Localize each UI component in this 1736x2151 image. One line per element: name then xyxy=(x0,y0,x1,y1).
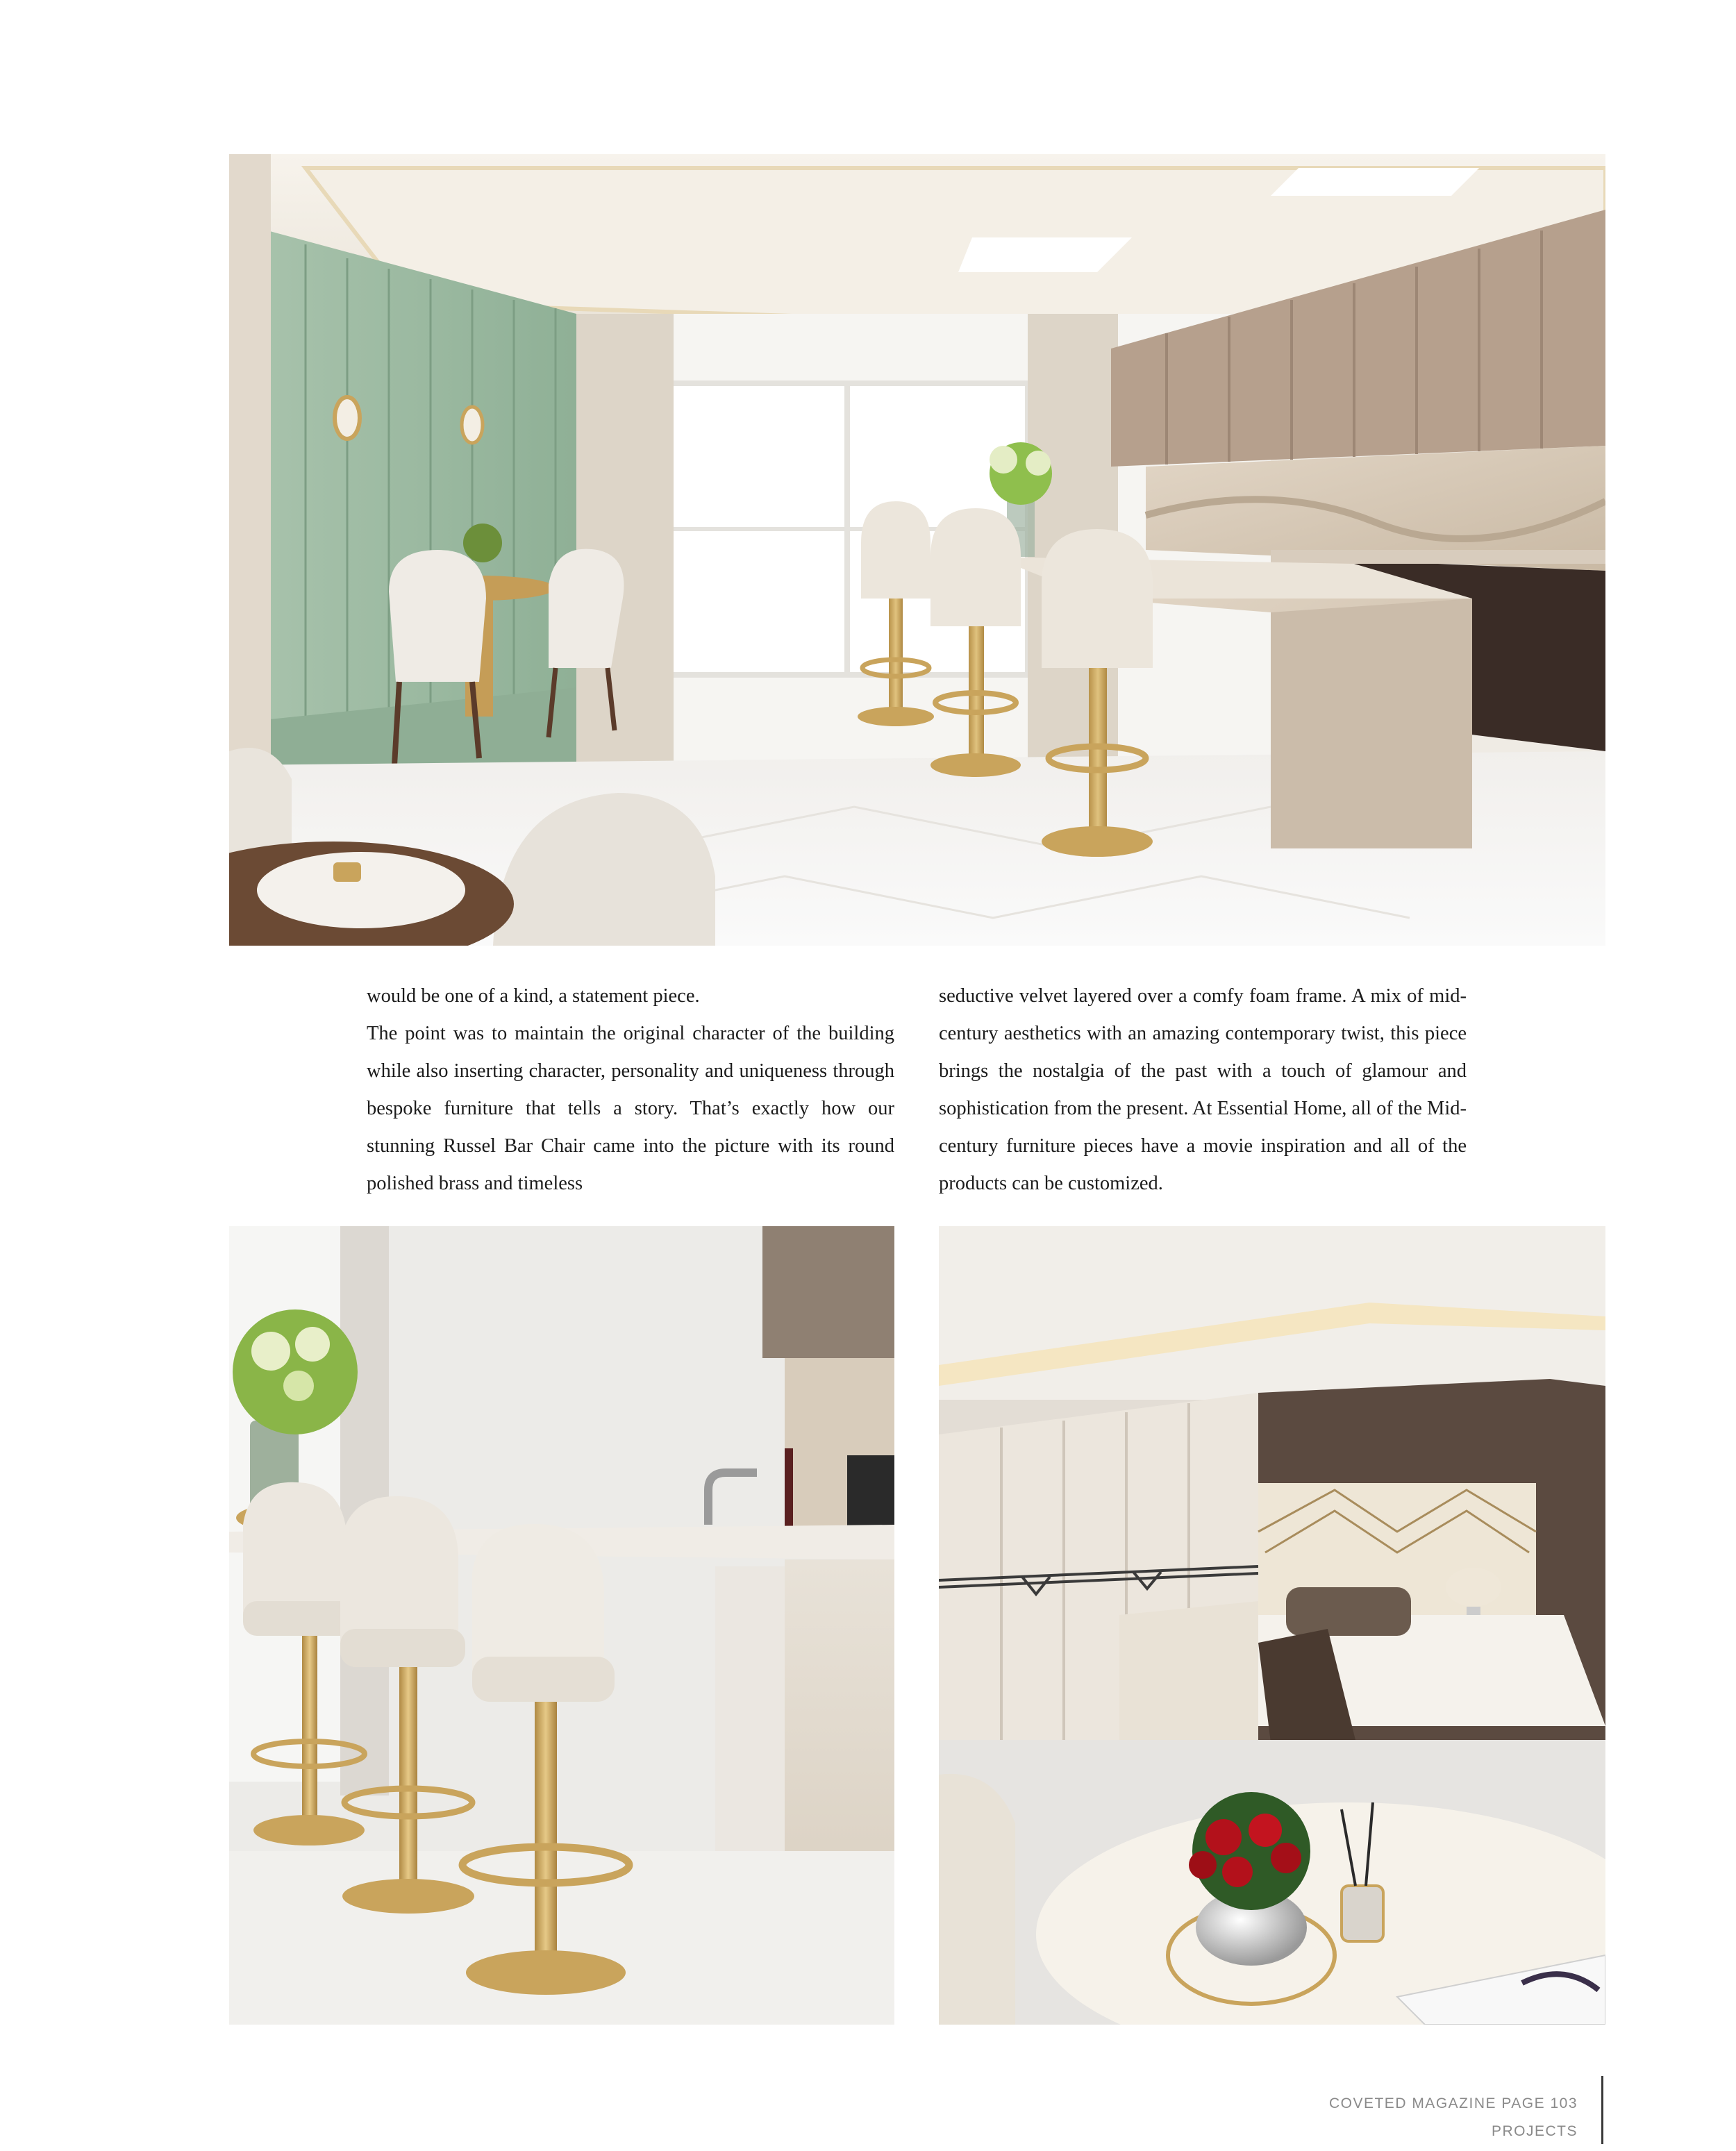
article-paragraph: seductive velvet layered over a comfy foam frame. A mix of mid-century aesthetics with an amazing contemporary twist, this piece brings the nostalgia of the past with a touch of glamour and sophistication from the present. At Essential Home, all of the Mid-century furniture pieces have a movie inspiration and all of the products can be customized. xyxy=(939,985,1467,1194)
article-paragraph: would be one of a kind, a statement piece. xyxy=(367,985,700,1007)
bar-stools-photo xyxy=(229,1226,894,2025)
bedroom-photo xyxy=(939,1226,1605,2025)
kitchen-dining-photo xyxy=(229,154,1605,946)
magazine-page-label: COVETED MAGAZINE PAGE 103 xyxy=(1328,2095,1578,2111)
article-paragraph: The point was to maintain the original character of the building while also inserting character, personality and uniqueness through bespoke furniture that tells a story. That’s exactly how our stunning Russel Bar Chair came into the picture with its round polished brass and timeless xyxy=(367,1023,894,1194)
article-column-right xyxy=(939,978,1467,1203)
footer-divider xyxy=(1601,2076,1603,2144)
page-footer xyxy=(1329,2090,1578,2145)
section-label: PROJECTS xyxy=(1491,2123,1578,2139)
article-column-left xyxy=(367,978,894,1203)
